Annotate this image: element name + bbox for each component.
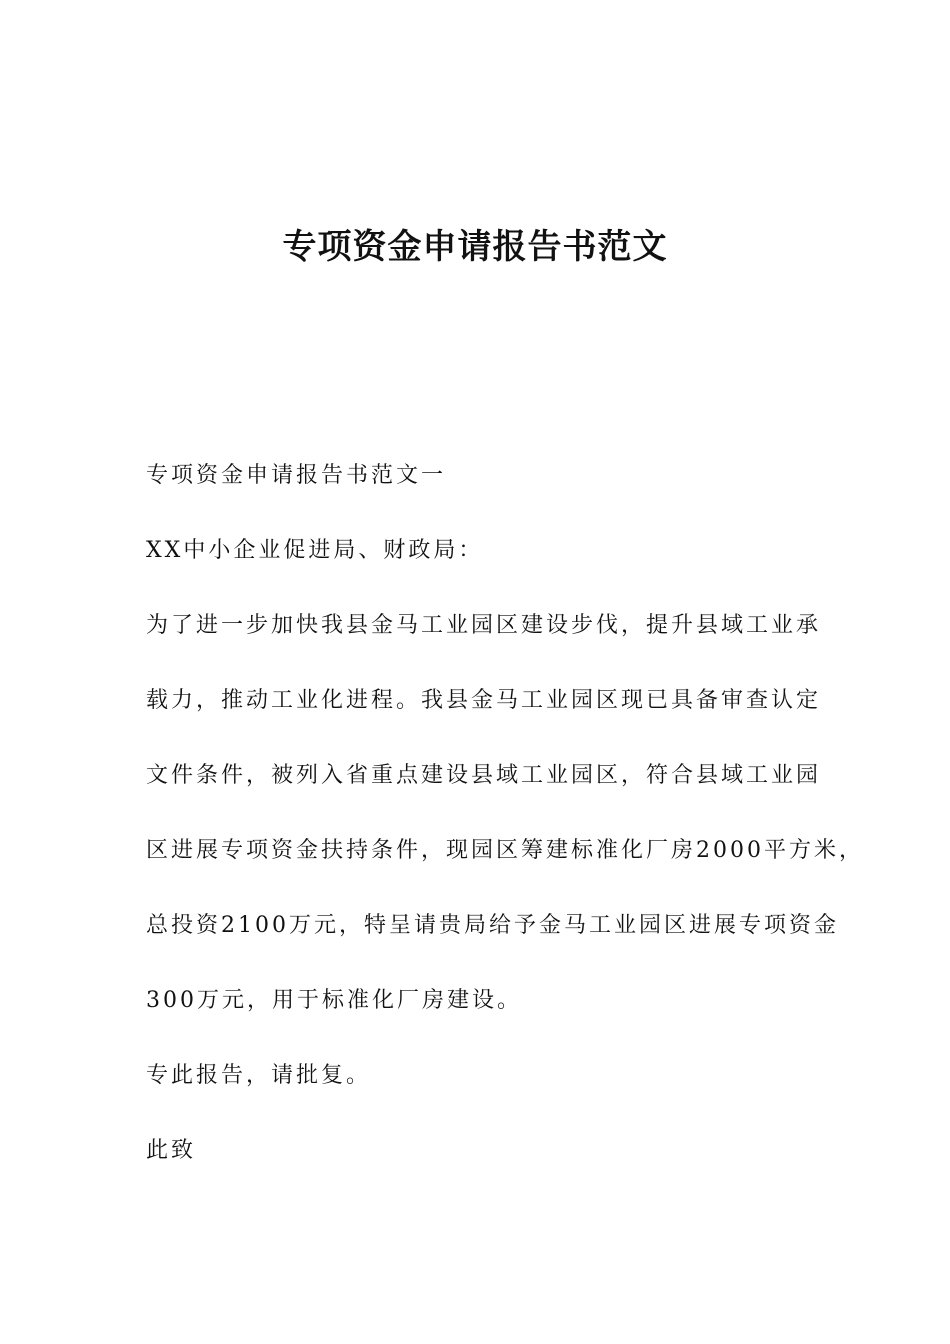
document-title: 专项资金申请报告书范文: [282, 227, 668, 267]
recipient-line: XX中小企业促进局、财政局：: [146, 538, 484, 563]
body-line-3: 文件条件，被列入省重点建设县域工业园区，符合县域工业园: [146, 763, 822, 788]
closing-request: 专此报告，请批复。: [146, 1063, 372, 1088]
body-line-5: 总投资2100万元，特呈请贵局给予金马工业园区进展专项资金: [146, 913, 839, 938]
body-line-1: 为了进一步加快我县金马工业园区建设步伐，提升县域工业承: [146, 613, 822, 638]
section-subtitle: 专项资金申请报告书范文一: [146, 463, 447, 488]
salutation: 此致: [146, 1138, 197, 1163]
body-line-4: 区进展专项资金扶持条件，现园区筹建标准化厂房2000平方米，: [146, 838, 864, 863]
body-line-2: 载力，推动工业化进程。我县金马工业园区现已具备审查认定: [146, 688, 822, 713]
body-line-6: 300万元，用于标准化厂房建设。: [146, 988, 522, 1013]
